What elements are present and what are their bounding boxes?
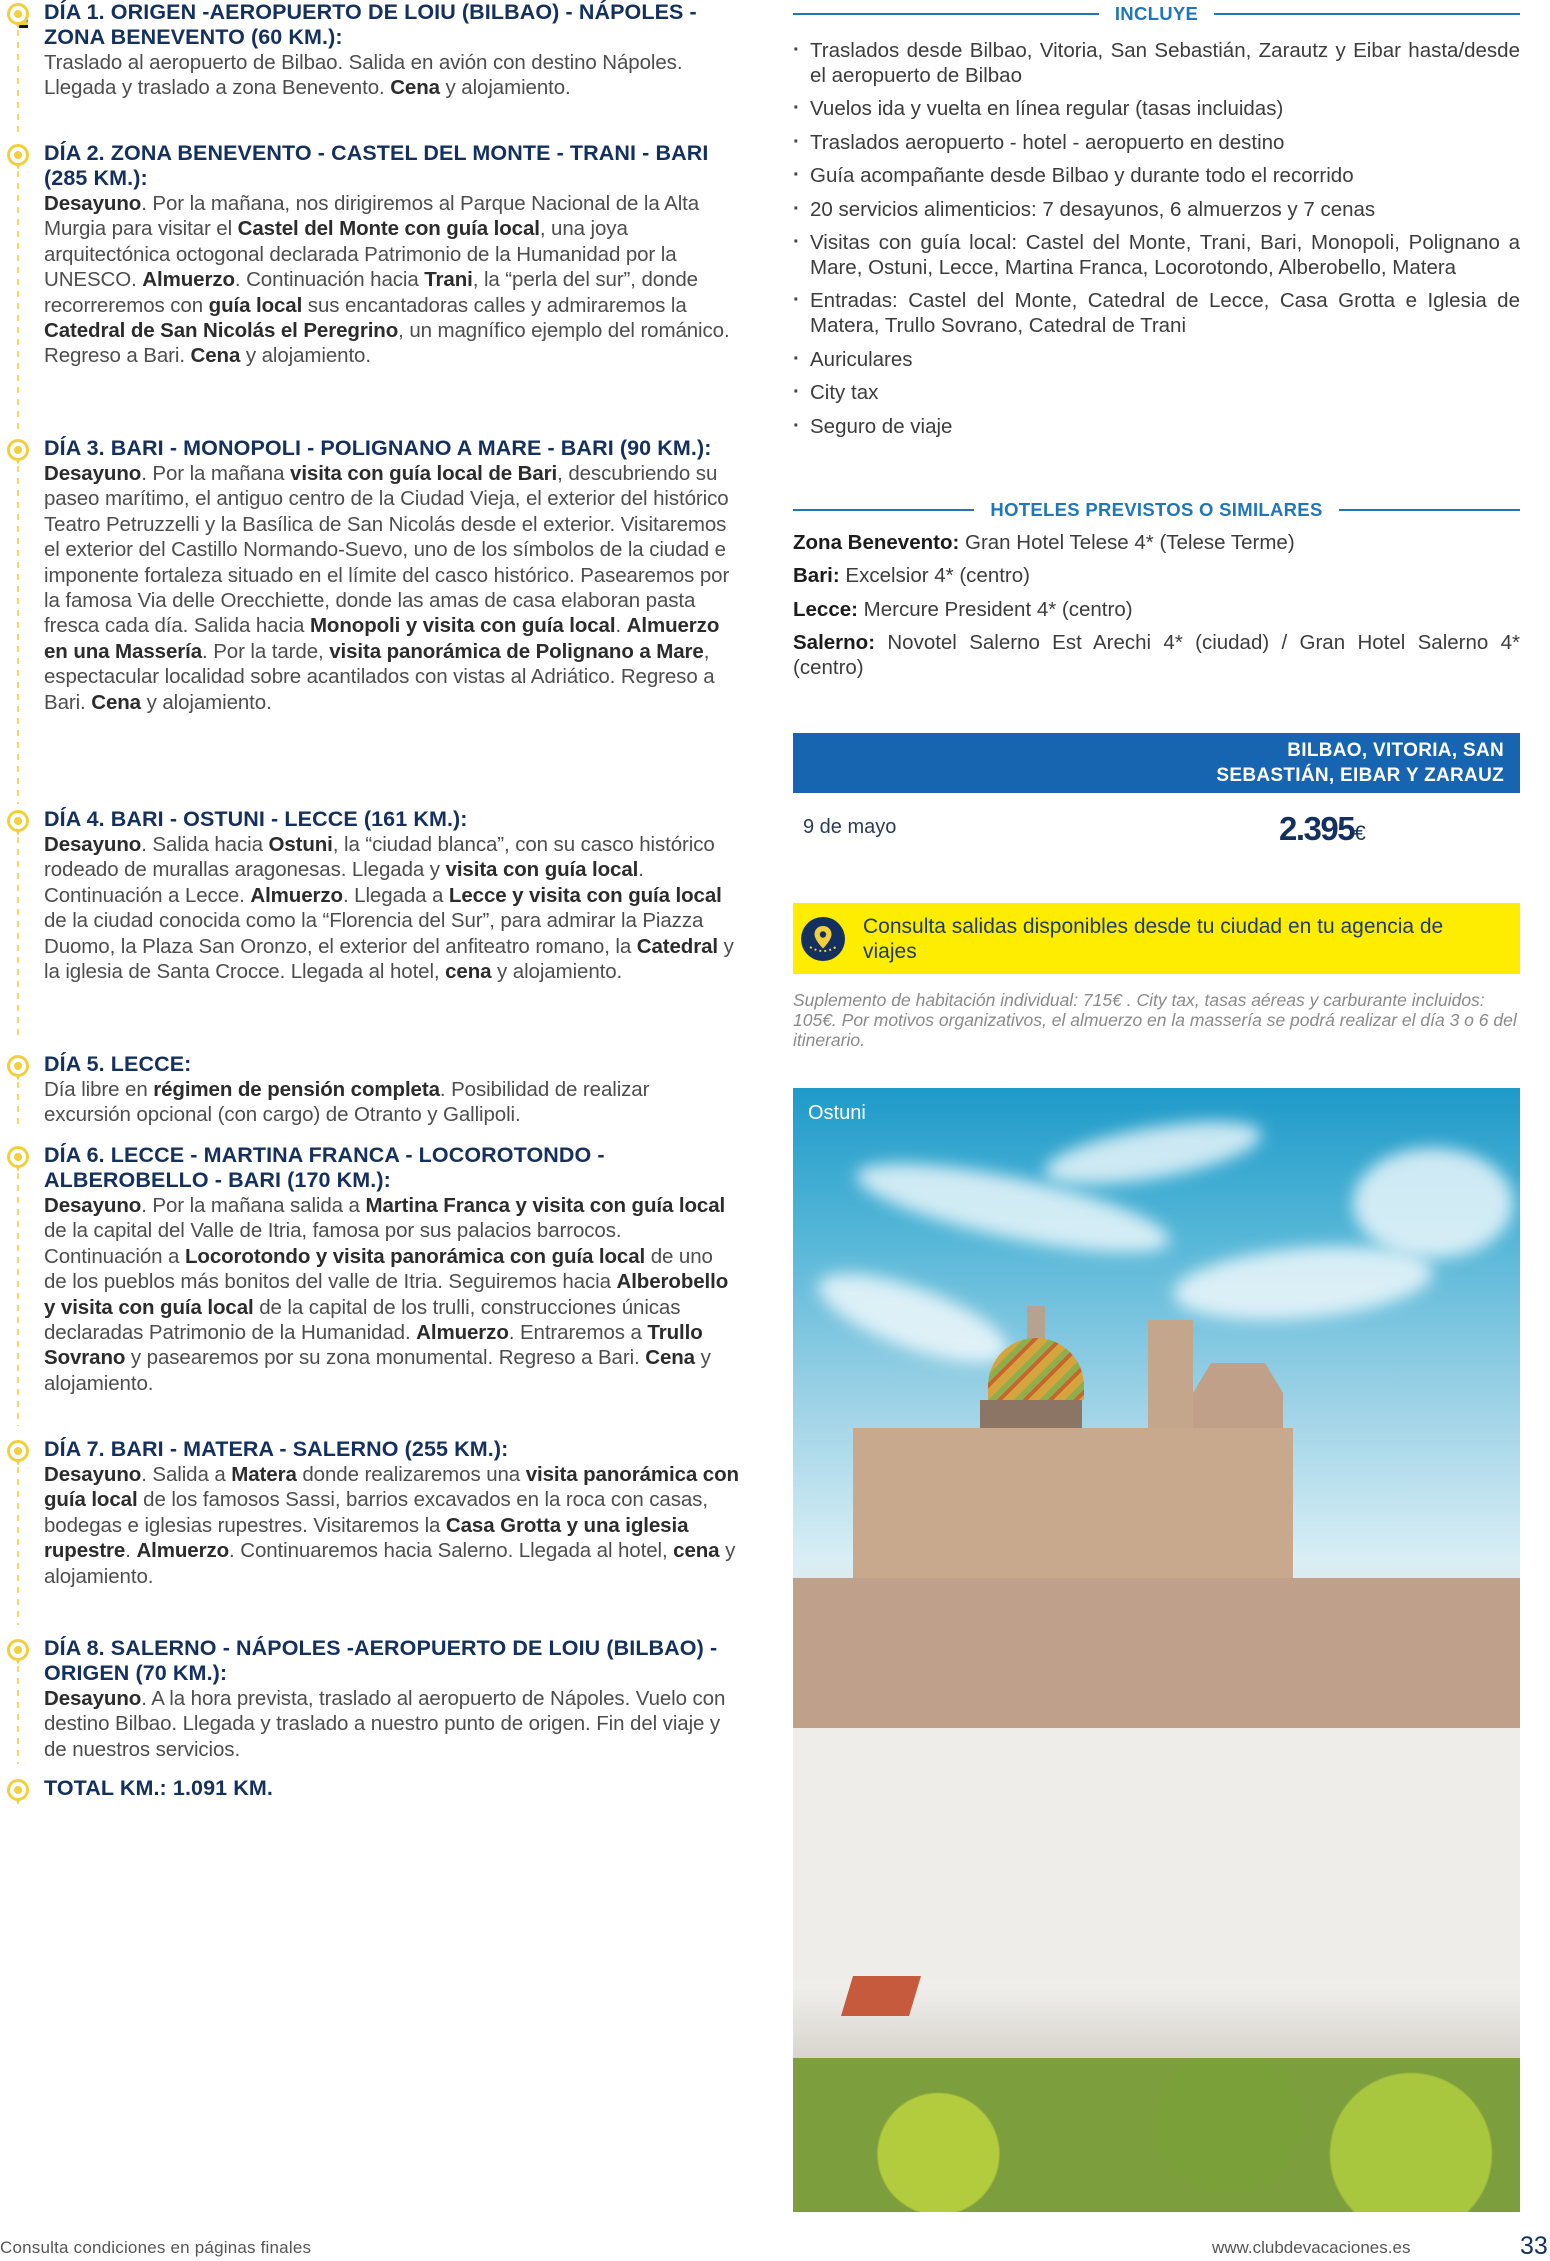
notice-text: Consulta salidas disponibles desde tu ciudad en tu agencia de viajes: [863, 914, 1444, 963]
hotel-entry: [793, 597, 1520, 622]
divider: [793, 509, 974, 511]
day-title: DÍA 3. BARI - MONOPOLI - POLIGNANO A MARE - BARI (90 KM.):: [44, 436, 712, 460]
hotels-heading-label: HOTELES PREVISTOS O SIMILARES: [990, 499, 1323, 520]
divider: [1339, 509, 1520, 511]
timeline-dots: [17, 1082, 19, 1130]
timeline-dots: [17, 1173, 19, 1426]
departure-cities-header: [793, 733, 1520, 793]
photo-caption: Ostuni: [808, 1102, 866, 1124]
day-description: Desayuno. Salida a Matera donde realizaremos una visita panorámica con guía local de los famosos Sassi, barrios excavados en la roca con casas, bodegas e iglesias rupestres. Visitaremos la Casa Grotta y una iglesia rupestre. Almuerzo. Continuaremos hacia Salerno. Llegada al hotel, cena y alojamiento.: [44, 1463, 739, 1588]
includes-heading: [793, 0, 1520, 28]
total-km: [0, 1776, 740, 1806]
footer-conditions: Consulta condiciones en páginas finales: [0, 2238, 312, 2257]
hotel-city: Zona Benevento:: [793, 531, 960, 554]
timeline-dots: [17, 1467, 19, 1625]
pin-icon: [7, 3, 29, 25]
day-8: [0, 1636, 740, 1766]
pin-icon: [7, 810, 29, 832]
price-currency: €: [1354, 822, 1366, 845]
departure-cities-line1: BILBAO, VITORIA, SAN: [1287, 740, 1504, 761]
day-7: [0, 1437, 740, 1627]
day-description: Desayuno. Salida hacia Ostuni, la “ciudad blanca”, con su casco histórico rodeado de murallas aragonesas. Llegada y visita con guía local. Continuación a Lecce. Almuerzo. Llegada a Lecce y visita con guía local de la ciudad conocida como la “Florencia del Sur”, para admirar la Piazza Duomo, la Plaza San Oronzo, el exterior del anfiteatro romano, la Catedral y la iglesia de Santa Crocce. Llegada al hotel, cena y alojamiento.: [44, 833, 734, 984]
day-title: DÍA 8. SALERNO - NÁPOLES -AEROPUERTO DE LOIU (BILBAO) - ORIGEN (70 KM.):: [44, 1636, 718, 1685]
day-description: Desayuno. A la hora prevista, traslado al aeropuerto de Nápoles. Vuelo con destino Bilbao. Llegada y traslado a nuestro punto de origen. Fin del viaje y de nuestros servicios.: [44, 1687, 726, 1761]
ostuni-photo: [793, 1088, 1520, 2212]
includes-item: · City tax: [793, 380, 1520, 405]
day-title: DÍA 6. LECCE - MARTINA FRANCA - LOCOROTONDO - ALBEROBELLO - BARI (170 KM.):: [44, 1143, 605, 1192]
day-description: Desayuno. Por la mañana visita con guía local de Bari, descubriendo su paseo marítimo, el antiguo centro de la Ciudad Vieja, el exterior del histórico Teatro Petruzzelli y la Basílica de San Nicolás desde el exterior. Visitaremos el exterior del Castillo Normando-Suevo, uno de los símbolos de la ciudad e imponente fortaleza situado en el límite del casco histórico. Pasearemos por la famosa Via delle Orecchiette, donde las amas de casa elaboran pasta fresca cada día. Salida hacia Monopoli y visita con guía local. Almuerzo en una Massería. Por la tarde, visita panorámica de Polignano a Mare, espectacular localidad sobre acantilados con vistas al Adriático. Regreso a Bari. Cena y alojamiento.: [44, 462, 730, 714]
includes-item: · Traslados aeropuerto - hotel - aeropuerto en destino: [793, 130, 1520, 155]
hotel-entry: [793, 563, 1520, 588]
day-description: Día libre en régimen de pensión completa. Posibilidad de realizar excursión opcional (con cargo) de Otranto y Gallipoli.: [44, 1078, 650, 1127]
includes-item: · Vuelos ida y vuelta en línea regular (tasas incluidas): [793, 96, 1520, 121]
day-5: [0, 1052, 740, 1132]
timeline-dots: [17, 171, 19, 429]
includes-item: · Auriculares: [793, 347, 1520, 372]
timeline-dots: [17, 1666, 19, 1764]
page-number: 33: [1520, 2232, 1548, 2260]
includes-item: · Entradas: Castel del Monte, Catedral de Lecce, Casa Grotta e Iglesia de Matera, Trullo Sovrano, Catedral de Trani: [793, 288, 1520, 338]
hotel-entry: [793, 530, 1520, 555]
hotel-city: Lecce:: [793, 597, 858, 621]
day-title: DÍA 4. BARI - OSTUNI - LECCE (161 KM.):: [44, 807, 468, 831]
right-column: [793, 0, 1520, 1124]
timeline-dots: [17, 466, 19, 804]
price: [1279, 810, 1366, 848]
pin-icon: [7, 1639, 29, 1661]
location-pin-icon: [801, 917, 845, 961]
includes-heading-label: INCLUYE: [1114, 3, 1199, 24]
day-6: [0, 1143, 740, 1428]
divider: [1214, 13, 1520, 15]
day-4: [0, 807, 740, 1042]
hotel-name: Excelsior 4* (centro): [839, 564, 1030, 588]
departure-cities-line2: SEBASTIÁN, EIBAR Y ZARAUZ: [1216, 765, 1504, 786]
departure-date: 9 de mayo: [803, 816, 897, 838]
pin-icon: [7, 1146, 29, 1168]
supplement-footnote: Suplemento de habitación individual: 715€ . City tax, tasas aéreas y carburante incluidos: 105€. Por motivos organizativos, el almuerzo en la massería se podrá realizar el día 3 o 6 del itinerario.: [793, 990, 1517, 1050]
pin-icon: [7, 1779, 29, 1801]
pin-icon: [7, 439, 29, 461]
includes-item: · Seguro de viaje: [793, 414, 1520, 439]
hotel-name: Gran Hotel Telese 4* (Telese Terme): [959, 531, 1295, 554]
hotels-list: [793, 530, 1520, 689]
pin-icon: [7, 1440, 29, 1462]
includes-item: · 20 servicios alimenticios: 7 desayunos, 6 almuerzos y 7 cenas: [793, 197, 1520, 222]
includes-item: · Visitas con guía local: Castel del Monte, Trani, Bari, Monopoli, Polignano a Mare, Ostuni, Lecce, Martina Franca, Locorotondo, Alberobello, Matera: [793, 230, 1520, 280]
hotel-city: Bari:: [793, 564, 840, 588]
day-title: DÍA 7. BARI - MATERA - SALERNO (255 KM.):: [44, 1437, 509, 1461]
day-description: Desayuno. Por la mañana salida a Martina Franca y visita con guía local de la capital del Valle de Itria, famosa por sus palacios barrocos. Continuación a Locorotondo y visita panorámica con guía local de uno de los pueblos más bonitos del valle de Itria. Seguiremos hacia Alberobello y visita con guía local de la capital de los trulli, construcciones únicas declaradas Patrimonio de la Humanidad. Almuerzo. Entraremos a Trullo Sovrano y pasearemos por su zona monumental. Regreso a Bari. Cena y alojamiento.: [44, 1194, 729, 1395]
website-link[interactable]: www.clubdevacaciones.es: [1212, 2238, 1411, 2257]
day-1: [0, 0, 740, 140]
includes-list: [793, 38, 1520, 439]
timeline-dots: [17, 30, 19, 138]
price-amount: 2.395: [1279, 810, 1355, 847]
price-row: [793, 812, 1520, 856]
pin-icon: [7, 144, 29, 166]
day-description: Traslado al aeropuerto de Bilbao. Salida en avión con destino Nápoles. Llegada y traslado a zona Benevento. Cena y alojamiento.: [44, 51, 683, 100]
pin-icon: [7, 1055, 29, 1077]
includes-item: · Guía acompañante desde Bilbao y durante todo el recorrido: [793, 163, 1520, 188]
day-3: [0, 436, 740, 806]
timeline-dots: [17, 837, 19, 1040]
hotels-heading: [793, 496, 1520, 524]
day-2: [0, 141, 740, 431]
hotel-entry: [793, 630, 1520, 680]
hotel-name: Mercure President 4* (centro): [857, 597, 1133, 621]
includes-item: · Traslados desde Bilbao, Vitoria, San Sebastián, Zarautz y Eibar hasta/desde el aeropuerto de Bilbao: [793, 38, 1520, 88]
total-km-label: TOTAL KM.: 1.091 KM.: [44, 1776, 273, 1800]
hotel-city: Salerno:: [793, 631, 876, 655]
day-title: DÍA 5. LECCE:: [44, 1052, 192, 1076]
day-description: Desayuno. Por la mañana, nos dirigiremos al Parque Nacional de la Alta Murgia para visitar el Castel del Monte con guía local, una joya arquitectónica octogonal declarada Patrimonio de la Humanidad por la UNESCO. Almuerzo. Continuación hacia Trani, la “perla del sur”, donde recorreremos con guía local sus encantadoras calles y admiraremos la Catedral de San Nicolás el Peregrino, un magnífico ejemplo del románico. Regreso a Bari. Cena y alojamiento.: [44, 192, 730, 368]
day-title: DÍA 1. ORIGEN -AEROPUERTO DE LOIU (BILBAO) - NÁPOLES - ZONA BENEVENTO (60 KM.):: [44, 0, 697, 49]
availability-notice: [793, 903, 1520, 974]
hotel-name: Novotel Salerno Est Arechi 4* (ciudad) / Gran Hotel Salerno 4* (centro): [793, 631, 1520, 680]
divider: [793, 13, 1099, 15]
day-title: DÍA 2. ZONA BENEVENTO - CASTEL DEL MONTE - TRANI - BARI (285 KM.):: [44, 141, 709, 190]
